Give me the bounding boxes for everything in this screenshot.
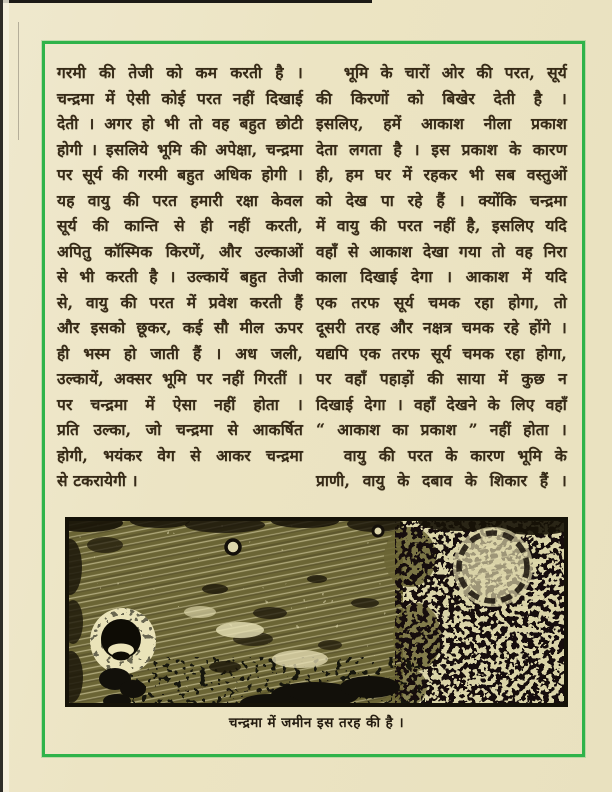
text-line: प्रति उल्का, जो चन्द्रमा से आकर्षित — [57, 420, 303, 439]
text-line: दिखाई देगा । वहाँ देखने के लिए वहाँ — [316, 394, 567, 414]
text-line: वायु की परत के कारण भूमि के — [343, 445, 567, 465]
text-line: पर सूर्य की गरमी बहुत अधिक होगी । — [57, 165, 303, 184]
text-line: चन्द्रमा में ऐसी कोई परत नहीं दिखाई — [57, 88, 303, 108]
text-column-left — [57, 60, 303, 494]
text-line: इसलिए, हमें आकाश नीला प्रकाश — [316, 114, 567, 133]
text-line: भूमि के चारों ओर की परत, सूर्य — [343, 63, 567, 82]
text-line: से टकरायेगी । — [57, 471, 138, 490]
text-line: “ आकाश का प्रकाश ” नहीं होता । — [316, 420, 567, 439]
text-line: गरमी की तेजी को कम करती है । — [57, 63, 303, 82]
illustration-caption: चन्द्रमा में जमीन इस तरह की है । — [228, 715, 405, 731]
text-line: में वायु की परत नहीं है, इसलिए यदि — [316, 216, 567, 235]
text-line: प्राणी, वायु के दबाव के शिकार हैं । — [316, 471, 567, 490]
text-line: होगी, भयंकर वेग से आकर चन्द्रमा — [57, 445, 303, 465]
text-line: ही, हम घर में रहकर भी सब वस्तुओं — [316, 165, 567, 184]
text-line: दूसरी तरह और नक्षत्र चमक रहे होंगे । — [316, 318, 567, 337]
text-line: से, वायु की परत में प्रवेश करती हैं — [57, 292, 303, 312]
text-line: यह वायु की परत हमारी रक्षा केवल — [57, 190, 303, 210]
text-line: ही भस्म हो जाती हैं । अध जली, — [57, 343, 303, 363]
text-line: होगी । इसलिये भूमि की अपेक्षा, चन्द्रमा — [57, 139, 303, 159]
text-line: पर चन्द्रमा में ऐसा नहीं होता । — [57, 394, 303, 414]
text-line: अपितु कॉस्मिक किरणें, और उल्काओं — [57, 241, 303, 261]
text-line: को देख पा रहे हैं । क्योंकि चन्द्रमा — [316, 190, 567, 210]
text-line: वहाँ से आकाश देखा गया तो वह निरा — [316, 241, 567, 261]
scan-artifact-line — [18, 22, 19, 140]
text-line: देती । अगर हो भी तो वह बहुत छोटी — [57, 114, 303, 133]
text-line: काला दिखाई देगा । आकाश में यदि — [316, 267, 567, 286]
text-line: की किरणों को बिखेर देती है । — [316, 88, 567, 108]
text-line: से भी करती है । उल्कायें बहुत तेजी — [57, 267, 303, 286]
text-line: पर वहाँ पहाड़ों की साया में कुछ न — [316, 369, 567, 388]
text-line: सूर्य की कान्ति से ही नहीं करती, — [57, 216, 303, 235]
scan-edge-top — [0, 0, 372, 3]
text-line: एक तरफ सूर्य चमक रहा होगा, तो — [316, 292, 567, 312]
text-line: उल्कायें, अक्सर भूमि पर नहीं गिरतीं । — [57, 369, 303, 388]
text-column-right — [316, 60, 567, 494]
scan-strip-left — [3, 0, 9, 792]
text-line: देता लगता है । इस प्रकाश के कारण — [316, 139, 567, 159]
text-line: यद्यपि एक तरफ सूर्य चमक रहा होगा, — [316, 343, 567, 363]
moon-surface-illustration — [65, 517, 568, 707]
text-line: और इसको छूकर, कई सौ मील ऊपर — [57, 318, 303, 337]
